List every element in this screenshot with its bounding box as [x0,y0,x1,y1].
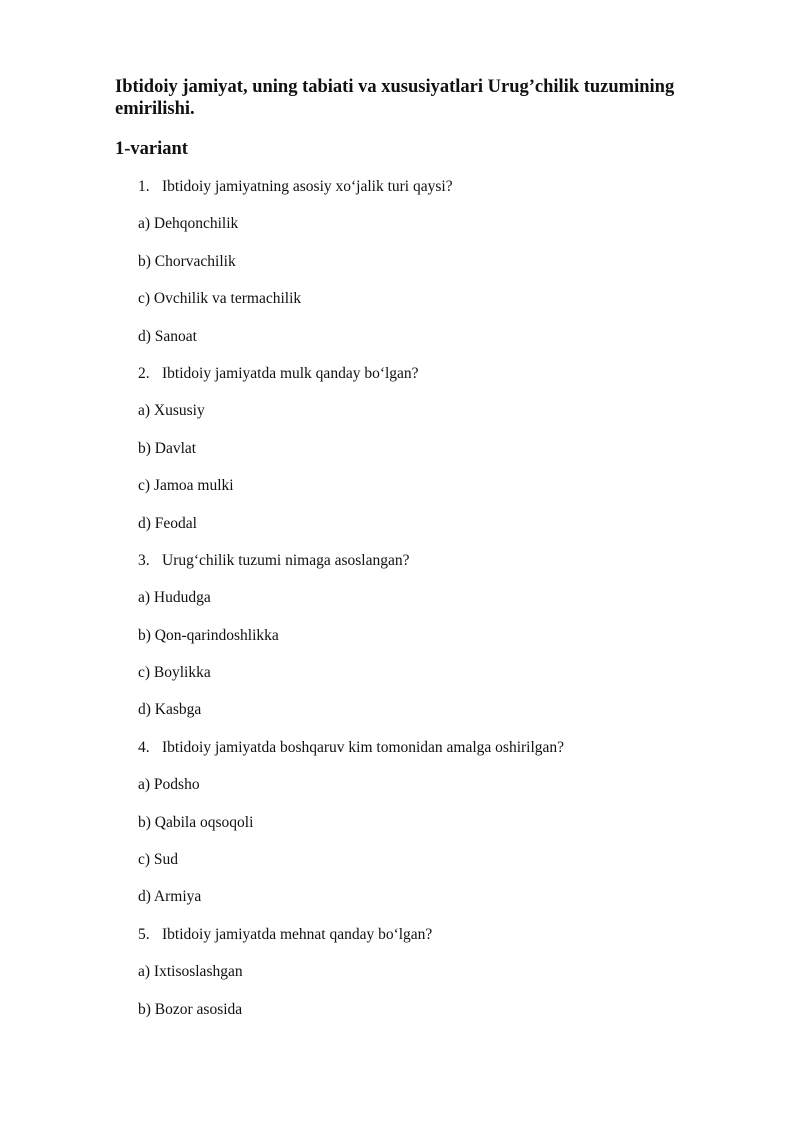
answer-option: d) Armiya [138,888,202,906]
document-title: Ibtidoiy jamiyat, uning tabiati va xususiyatlari Urug’chilik tuzumining emirilishi. [115,77,675,119]
question-number: 2. [138,364,150,382]
answer-option: c) Boylikka [138,664,211,682]
answer-option: b) Davlat [138,439,197,457]
answer-option: a) Hududga [138,589,211,607]
answer-option: a) Dehqonchilik [138,215,239,233]
answer-option: a) Xususiy [138,402,205,420]
question-number: 1. [138,178,150,195]
answer-option: d) Sanoat [138,327,197,345]
question-list [138,176,758,1036]
answer-option: b) Bozor asosida [138,1000,243,1018]
question-text: Ibtidoiy jamiyatning asosiy xo‘jalik turi qaysi? [162,178,453,195]
answer-option: c) Ovchilik va termachilik [138,290,302,308]
question-number: 5. [138,925,150,943]
answer-option: b) Qabila oqsoqoli [138,813,254,831]
question-number: 3. [138,551,150,569]
question-2 [138,363,758,400]
answer-option: d) Kasbga [138,701,202,719]
answer-option: c) Sud [138,851,179,869]
question-1 [138,176,758,213]
question-text: Ibtidoiy jamiyatda boshqaruv kim tomonidan amalga oshirilgan? [162,738,565,756]
answer-option: b) Qon-qarindoshlikka [138,626,279,644]
question-3 [138,550,758,587]
answer-option: a) Podsho [138,776,200,794]
question-number: 4. [138,738,150,756]
answer-option: b) Chorvachilik [138,252,236,270]
answer-option: c) Jamoa mulki [138,477,234,495]
question-text: Urug‘chilik tuzumi nimaga asoslangan? [162,551,410,569]
question-4 [138,737,758,774]
answer-option: d) Feodal [138,514,197,532]
question-text: Ibtidoiy jamiyatda mehnat qanday bo‘lgan? [162,925,433,943]
question-text: Ibtidoiy jamiyatda mulk qanday bo‘lgan? [162,364,419,382]
answer-option: a) Ixtisoslashgan [138,963,243,981]
variant-heading: 1-variant [115,139,188,159]
question-5 [138,924,758,961]
